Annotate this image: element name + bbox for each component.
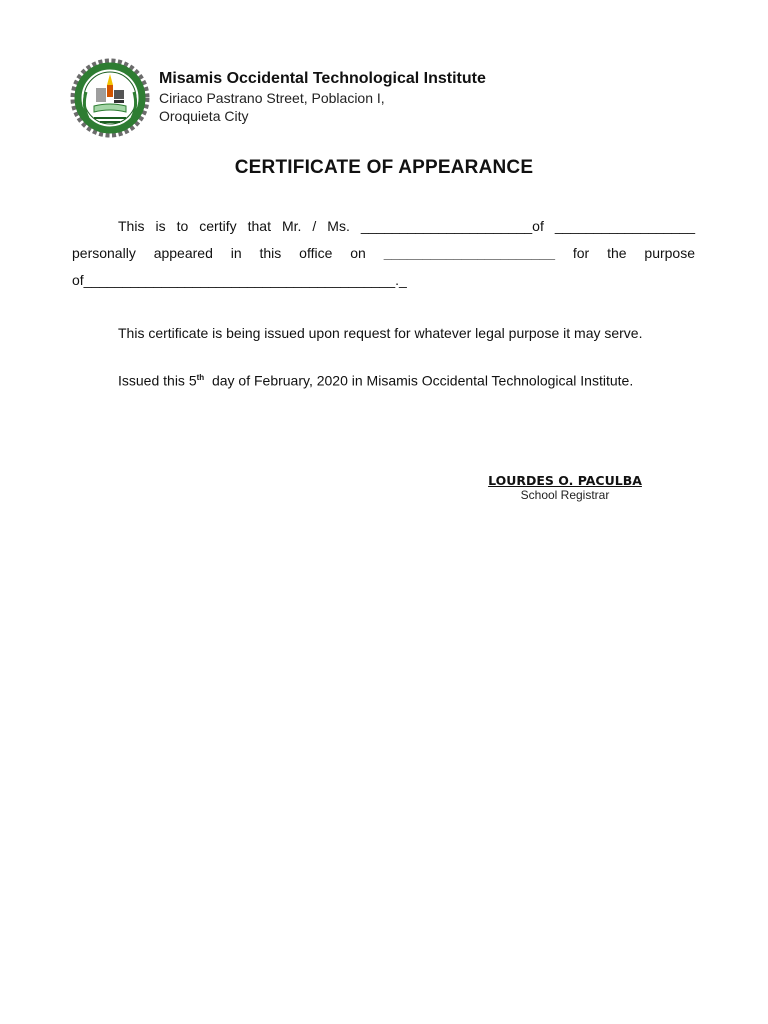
school-seal-logo	[70, 58, 150, 140]
signatory-position: School Registrar	[520, 488, 610, 502]
certify-paragraph	[72, 213, 695, 294]
certify-line-3: of________________________________________._	[72, 272, 407, 288]
signature-block	[465, 473, 665, 503]
issued-text-b: day of February, 2020 in Misamis Occidental Technological Institute.	[204, 372, 634, 389]
institution-name: Misamis Occidental Technological Institute	[159, 70, 486, 87]
request-text: This certificate is being issued upon request for whatever legal purpose it may serve.	[118, 325, 643, 341]
issued-text-a: Issued this 5	[118, 372, 197, 389]
certify-line-1	[72, 213, 695, 240]
address-line-2: Oroquieta City	[159, 108, 249, 124]
signatory-name: LOURDES O. PACULBA	[488, 473, 642, 488]
address-line-1: Ciriaco Pastrano Street, Poblacion I,	[159, 90, 385, 106]
institution-header	[159, 69, 486, 125]
document-title: CERTIFICATE OF APPEARANCE	[234, 157, 534, 178]
issued-request-paragraph	[72, 320, 695, 347]
purpose-text: for the purpose	[572, 245, 695, 261]
appeared-text: personally appeared in this office on	[72, 245, 366, 261]
certify-line-2	[72, 240, 695, 267]
issued-date-paragraph	[72, 364, 695, 395]
date-blank: ______________________	[383, 245, 555, 261]
certify-line-1-text: This is to certify that Mr. / Ms. ______________________of __________________	[118, 218, 695, 234]
ordinal-suffix: th	[196, 373, 205, 382]
